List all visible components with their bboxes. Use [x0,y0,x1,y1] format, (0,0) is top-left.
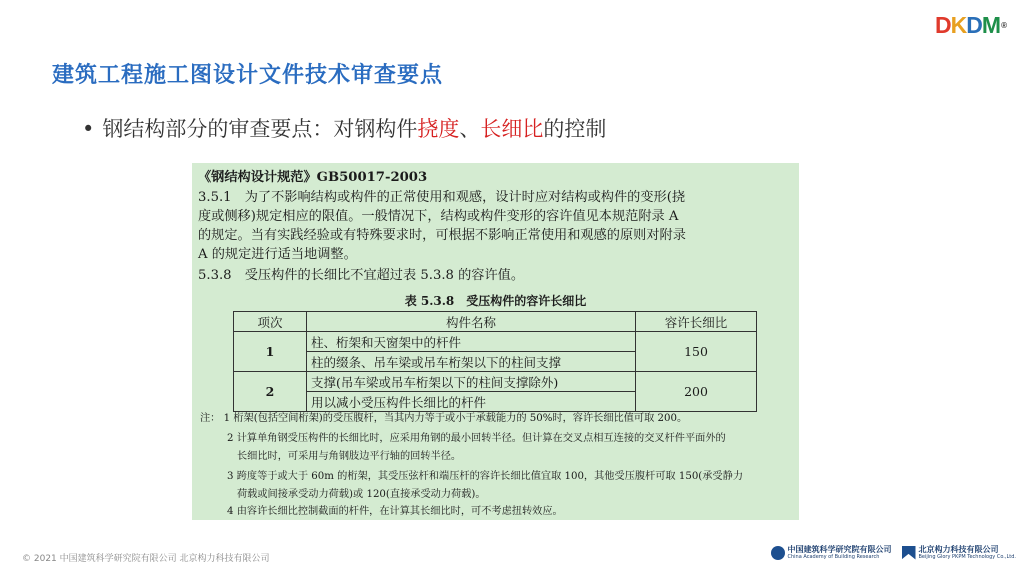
logo-letter-4: M [981,12,1001,38]
note-line: 长细比时，可采用与角钢肢边平行轴的回转半径。 [237,451,462,462]
bullet-separator: 、 [459,117,481,141]
bullet-highlight-slenderness: 长细比 [480,117,544,141]
logo-letter-3: D [966,12,982,38]
pkpm-company-logo-en: Beijing Glory PKPM Technology Co.,Ltd. [918,554,1016,560]
header-allowable-ratio: 容许长细比 [636,312,757,332]
cabr-logo-en: China Academy of Building Research [787,554,880,560]
clause-3-5-1-line: 3.5.1 为了不影响结构或构件的正常使用和观感，设计时应对结构或构件的变形(挠 [198,190,686,205]
logo-letter-2: K [950,12,967,38]
pkpm-company-logo-cn: 北京构力科技有限公司 [918,545,999,554]
note-line: 2 计算单角钢受压构件的长细比时，应采用角钢的最小回转半径。但计算在交叉点相互连接的交叉杆件平面外的 [227,433,726,444]
table-row [234,332,757,352]
bullet-text-after: 的控制 [543,117,607,141]
clause-5-3-8: 5.3.8 受压构件的长细比不宜超过表 5.3.8 的容许值。 [198,268,525,283]
note-line: 注： 1 桁架(包括空间桁架)的受压腹杆，当其内力等于或小于承载能力的 50%时，容许长细比值可取 200。 [200,413,688,424]
pkpm-company-logo-icon [902,546,916,560]
row-item-no: 1 [234,332,307,372]
pkpm-company-logo [902,545,1017,560]
slenderness-table [233,311,757,412]
note-line: 荷载或间接承受动力荷载)或 120(直接承受动力荷载)。 [237,489,486,500]
table-caption: 表 5.3.8 受压构件的容许长细比 [404,294,587,308]
table-row [234,372,757,392]
row-member-name: 柱的缀条、吊车梁或吊车桁架以下的柱间支撑 [307,352,636,372]
bullet-dot: • [82,117,95,141]
clause-3-5-1-line: 度或侧移)规定相应的限值。一般情况下，结构或构件变形的容许值见本规范附录 A [198,209,679,224]
row-allowable-value: 150 [636,332,757,372]
bullet-point [82,113,606,143]
footer-logos [771,545,1017,560]
cabr-logo-icon [771,546,785,560]
note-line: 3 跨度等于或大于 60m 的桁架，其受压弦杆和端压杆的容许长细比值宜取 100，其他受压腹杆可取 150(承受静力 [227,471,744,482]
row-item-no: 2 [234,372,307,412]
clause-3-5-1-line: 的规定。当有实践经验或有特殊要求时，可根据不影响正常使用和观感的原则对附录 [198,228,686,243]
slide-title: 建筑工程施工图设计文件技术审查要点 [52,63,444,88]
bullet-text-before: 钢结构部分的审查要点：对钢构件 [102,117,418,141]
row-member-name: 支撑(吊车梁或吊车桁架以下的柱间支撑除外) [307,372,636,392]
cabr-logo [771,545,892,560]
pkpm-logo [935,12,1006,39]
bullet-highlight-deflection: 挠度 [417,117,460,141]
header-item-no: 项次 [234,312,307,332]
row-member-name: 用以减小受压构件长细比的杆件 [307,392,636,412]
code-excerpt-panel [192,163,799,520]
copyright-footer: © 2021 中国建筑科学研究院有限公司 北京构力科技有限公司 [22,554,270,564]
header-member-name: 构件名称 [307,312,636,332]
logo-letter-1: D [935,12,951,38]
code-heading: 《钢结构设计规范》GB50017-2003 [198,170,428,185]
registered-mark: ® [1001,21,1006,30]
cabr-logo-cn: 中国建筑科学研究院有限公司 [787,545,892,554]
row-member-name: 柱、桁架和天窗架中的杆件 [307,332,636,352]
row-allowable-value: 200 [636,372,757,412]
clause-3-5-1-line: A 的规定进行适当地调整。 [198,247,357,262]
note-line: 4 由容许长细比控制截面的杆件，在计算其长细比时，可不考虑扭转效应。 [227,506,563,517]
table-header-row [234,312,757,332]
